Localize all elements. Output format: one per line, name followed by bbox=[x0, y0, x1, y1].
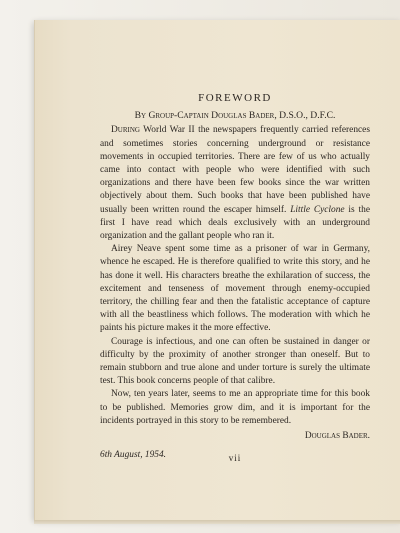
paragraph-lead-word: During bbox=[111, 125, 140, 136]
signature: Douglas Bader. bbox=[304, 431, 370, 442]
paragraph-3: Courage is infectious, and one can often be sustained in danger or difficulty by the proximity of another stronger than oneself. But to remain stubborn and true alone and under torture is surely the ultimate test. This book concerns people of that calibre. bbox=[100, 336, 370, 387]
page-stack-edge bbox=[34, 520, 400, 524]
foreword-text bbox=[100, 92, 370, 466]
foreword-date: 6th August, 1954. bbox=[100, 450, 166, 461]
page-number: vii bbox=[228, 453, 242, 464]
foreword-heading: FOREWORD bbox=[198, 92, 272, 104]
paragraph-2: Airey Neave spent some time as a prisoner of war in Germany, whence he escaped. He is therefore qualified to write this story, and he has done it well. His characters breathe the exhilaration of success, the excitement and tenseness of movement through enemy-occupied territory, the chilling fear and then the fatalistic acceptance of capture with all the beastliness which follows. The moderation with which he paints his picture makes it the more effective. bbox=[100, 244, 370, 334]
book-title: Little Cyclone bbox=[290, 204, 345, 215]
paragraph-1 bbox=[100, 124, 370, 243]
paragraph-1-tail: is the first I have read which deals exclusively with an underground organization and the gallant people who ran it. bbox=[100, 204, 370, 242]
author-byline: By Group-Captain Douglas Bader, D.S.O., D.F.C. bbox=[134, 110, 336, 122]
paragraph-4: Now, ten years later, seems to me an appropriate time for this book to be published. Memories grow dim, and it is important for the incidents portrayed in this story to be remembered. bbox=[100, 389, 370, 426]
paragraph-1-body: World War II the newspapers frequently carried references and sometimes stories concerning underground or resistance movements in occupied territories. There are few of us who actually came into contact with people who were identified with such organizations and there have been few books since the war written objectively about them. Such books that have been published have usually been written round the escaper himself. bbox=[100, 125, 370, 215]
